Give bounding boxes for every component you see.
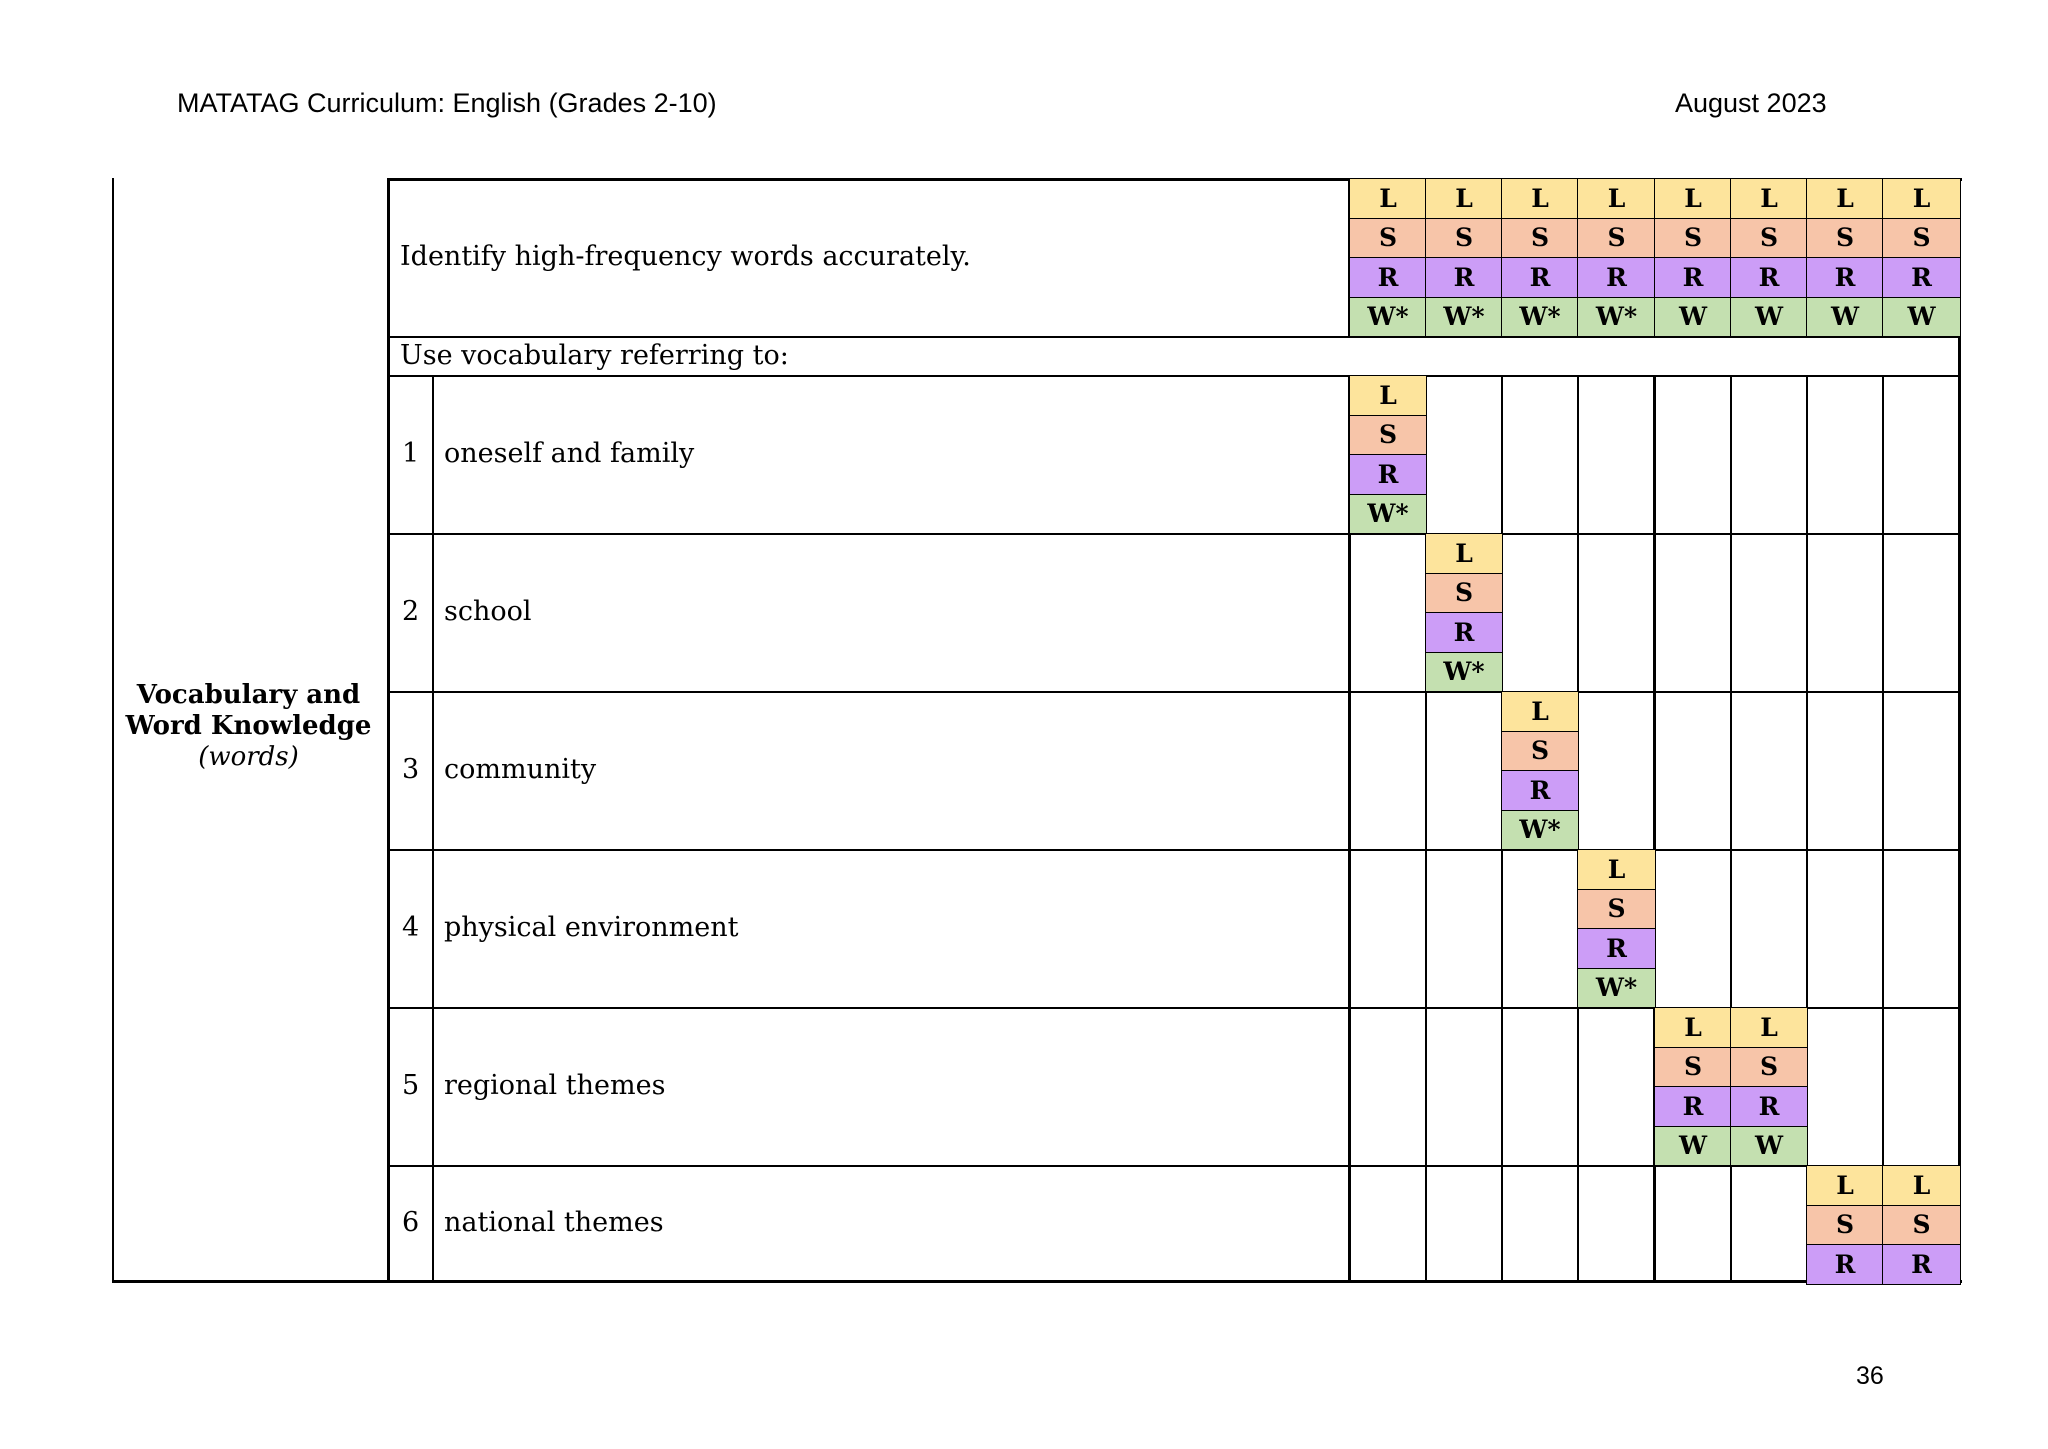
skill-mark-s: S bbox=[1501, 218, 1579, 259]
skill-mark-r: R bbox=[1654, 257, 1732, 298]
skill-mark-s: S bbox=[1349, 415, 1427, 456]
skill-mark-s: S bbox=[1654, 218, 1732, 259]
skill-mark-r: R bbox=[1730, 257, 1808, 298]
domain-bottom-border bbox=[112, 1280, 389, 1283]
skill-mark-s: S bbox=[1730, 218, 1808, 259]
table-right-border bbox=[1958, 178, 1961, 1283]
document-header-date: August 2023 bbox=[1675, 88, 1827, 118]
domain-left-border bbox=[112, 178, 114, 1283]
vocab-item-text: national themes bbox=[444, 1207, 664, 1238]
skill-mark-l: L bbox=[1730, 178, 1808, 219]
skill-mark-l: L bbox=[1806, 178, 1884, 219]
skill-mark-l: L bbox=[1501, 691, 1579, 732]
skill-mark-w: W* bbox=[1349, 297, 1427, 338]
skill-mark-l: L bbox=[1577, 849, 1656, 890]
skill-mark-l: L bbox=[1882, 1165, 1961, 1206]
skill-mark-r: R bbox=[1882, 257, 1961, 298]
skill-mark-w: W bbox=[1654, 1126, 1732, 1167]
row-separator bbox=[387, 533, 1960, 535]
vocab-item-number: 6 bbox=[402, 1207, 420, 1238]
skill-mark-w: W* bbox=[1577, 968, 1656, 1009]
skill-mark-r: R bbox=[1654, 1086, 1732, 1127]
vocab-item-number: 5 bbox=[402, 1070, 420, 1101]
skill-mark-l: L bbox=[1501, 178, 1579, 219]
vocab-item-text: community bbox=[444, 754, 597, 785]
domain-title: Vocabulary and Word Knowledge bbox=[125, 680, 372, 741]
competency-main-text: Identify high-frequency words accurately. bbox=[400, 241, 971, 272]
skill-mark-s: S bbox=[1425, 573, 1503, 614]
vocab-item-number: 2 bbox=[402, 596, 420, 627]
skill-mark-w: W* bbox=[1349, 494, 1427, 535]
skill-mark-w: W* bbox=[1501, 297, 1579, 338]
skill-mark-l: L bbox=[1349, 375, 1427, 416]
skill-mark-w: W bbox=[1806, 297, 1884, 338]
skill-mark-w: W bbox=[1654, 297, 1732, 338]
skill-mark-s: S bbox=[1501, 731, 1579, 772]
vocab-item-text: regional themes bbox=[444, 1070, 666, 1101]
skill-mark-l: L bbox=[1654, 1007, 1732, 1048]
skill-mark-s: S bbox=[1577, 889, 1656, 930]
skill-mark-w: W* bbox=[1425, 297, 1503, 338]
skill-mark-r: R bbox=[1501, 257, 1579, 298]
skill-mark-s: S bbox=[1882, 218, 1961, 259]
vocab-intro-text: Use vocabulary referring to: bbox=[400, 340, 789, 371]
skill-mark-s: S bbox=[1425, 218, 1503, 259]
skill-mark-w: W bbox=[1730, 1126, 1808, 1167]
number-column-divider bbox=[432, 375, 434, 1281]
skill-mark-s: S bbox=[1349, 218, 1427, 259]
skill-mark-r: R bbox=[1349, 257, 1427, 298]
skill-mark-r: R bbox=[1577, 928, 1656, 969]
skill-mark-w: W* bbox=[1501, 810, 1579, 851]
vocab-item-number: 1 bbox=[402, 438, 420, 469]
vocab-item-number: 4 bbox=[402, 912, 420, 943]
skill-mark-l: L bbox=[1882, 178, 1961, 219]
grade-column-divider bbox=[1882, 375, 1884, 1281]
skill-mark-r: R bbox=[1806, 257, 1884, 298]
skill-mark-l: L bbox=[1806, 1165, 1884, 1206]
vocab-item-text: school bbox=[444, 596, 532, 627]
skill-mark-r: R bbox=[1806, 1244, 1884, 1285]
skill-mark-w: W* bbox=[1425, 652, 1503, 693]
skill-mark-s: S bbox=[1806, 218, 1884, 259]
skill-mark-l: L bbox=[1349, 178, 1427, 219]
skill-mark-s: S bbox=[1882, 1205, 1961, 1246]
skill-mark-r: R bbox=[1425, 257, 1503, 298]
skill-mark-r: R bbox=[1501, 770, 1579, 811]
document-header-title: MATATAG Curriculum: English (Grades 2-10) bbox=[177, 88, 717, 118]
page-number: 36 bbox=[1856, 1362, 1884, 1390]
skill-mark-s: S bbox=[1730, 1047, 1808, 1088]
skill-mark-w: W bbox=[1882, 297, 1961, 338]
table-bottom-border bbox=[387, 1280, 1962, 1283]
domain-right-border bbox=[387, 178, 390, 1283]
skill-mark-l: L bbox=[1577, 178, 1656, 219]
skill-mark-r: R bbox=[1349, 454, 1427, 495]
skill-mark-l: L bbox=[1425, 533, 1503, 574]
skill-mark-l: L bbox=[1654, 178, 1732, 219]
skill-mark-r: R bbox=[1577, 257, 1656, 298]
row-separator bbox=[387, 849, 1960, 851]
skill-mark-l: L bbox=[1425, 178, 1503, 219]
skill-mark-w: W bbox=[1730, 297, 1808, 338]
vocab-item-number: 3 bbox=[402, 754, 420, 785]
row-separator bbox=[387, 691, 1960, 693]
skill-mark-l: L bbox=[1730, 1007, 1808, 1048]
row-separator bbox=[387, 375, 1960, 377]
skill-mark-r: R bbox=[1882, 1244, 1961, 1285]
domain-label bbox=[112, 680, 385, 773]
vocab-item-text: physical environment bbox=[444, 912, 739, 943]
skill-mark-r: R bbox=[1730, 1086, 1808, 1127]
vocab-item-text: oneself and family bbox=[444, 438, 695, 469]
skill-mark-s: S bbox=[1654, 1047, 1732, 1088]
skill-mark-s: S bbox=[1577, 218, 1656, 259]
skill-mark-s: S bbox=[1806, 1205, 1884, 1246]
domain-subtitle: (words) bbox=[198, 742, 299, 772]
skill-mark-r: R bbox=[1425, 612, 1503, 653]
skill-mark-w: W* bbox=[1577, 297, 1656, 338]
